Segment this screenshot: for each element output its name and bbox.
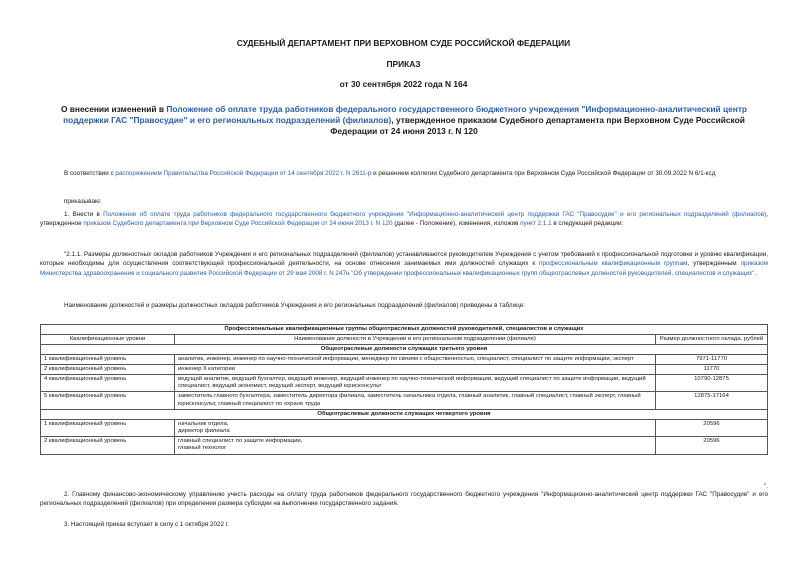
quote-text-start: "2.1.1. Размеры должностных окладов работников Учреждения и его региональных подразделений (филиалов) устанавливаются руководителем Учреждения с учетом требований к профессиональной подготовке и уровню квалификации, которые необходимы для осуществления соответствующей профессиональной деятельности, на основе отнесения занимаемых ими должностей служащих к: [40, 251, 768, 268]
positions-cell: аналитик, инженер, инженер по научно-технической информации, менеджер по связям с общественностью, специалист, специалист по защите информации, эксперт: [175, 355, 656, 365]
positions-cell: инженер II категории: [175, 365, 656, 375]
table-closing-quote: ".: [764, 483, 768, 490]
level-cell: 5 квалификационный уровень: [41, 392, 175, 409]
quote-text-mid: , утвержденным: [687, 260, 741, 268]
title-regulation-link[interactable]: Положение об оплате труда работников федерального государственного бюджетного учреждения "Информационно-аналитический центр поддержки ГАС "Правосудие" и его региональных подразделений (филиалов): [63, 104, 748, 125]
table-intro: Наименование должностей и размеры должностных окладов работников Учреждения и его региональных подразделений (филиалов) приведены в таблице:: [64, 302, 525, 309]
table-row: [41, 392, 768, 409]
table-row: [41, 437, 768, 454]
item-2-paragraph: 2. Главному финансово-экономическому управлению учесть расходы на оплату труда работников федерального государственного бюджетного учреждения "Информационно-аналитический центр поддержки ГАС "Правосудие" и его региональных подразделений (филиалов) при определении размера субсидии на выполнение государственного задания.: [40, 491, 768, 508]
level-cell: 1 квалификационный уровень: [41, 419, 175, 436]
salary-cell: 20596: [656, 419, 768, 436]
position-line: начальник отдела,: [178, 420, 229, 427]
order-120-link[interactable]: приказом Судебного департамента при Верховном Суде Российской Федерации от 24 июня 2013 г. N 120: [83, 220, 393, 228]
document-type: ПРИКАЗ: [386, 59, 421, 69]
quote-text-end: .: [754, 269, 757, 277]
salary-cell: 11770: [656, 365, 768, 375]
preamble-text-end: и решением коллегии Судебного департамента при Верховном Суде Российской Федерации от 30.09.2022 N 6/1-ксд: [371, 170, 716, 177]
positions-cell: заместитель главного бухгалтера, заместитель директора филиала, заместитель начальника отдела, главный аналитик, главный специалист, главный эксперт, главный юрисконсульт, главный специалист по охране труда: [175, 392, 656, 409]
preamble-paragraph: [40, 169, 768, 178]
table-row: [41, 355, 768, 365]
salary-table: [40, 324, 768, 455]
clause-2-1-1-link[interactable]: пункт 2.1.1: [520, 220, 552, 228]
table-caption-row: [41, 325, 768, 335]
level-cell: 2 квалификационный уровень: [41, 437, 175, 454]
positions-cell: [175, 437, 656, 454]
quoted-clause-paragraph: [40, 250, 768, 278]
column-header-salary: Размер должностного оклада, рублей: [656, 335, 768, 345]
position-line: главный технолог: [178, 445, 227, 452]
position-line: главный специалист по защите информации,: [178, 438, 303, 445]
salary-cell: 7971-11770: [656, 355, 768, 365]
ministry-order-link[interactable]: приказом Министерства здравоохранения и социального развития Российской Федерации от 29 мая 2008 г. N 247н "Об утверждении профессиональных квалификационных групп общеотраслевых должностей руководителей, специалистов и служащих": [40, 260, 768, 277]
regulation-link[interactable]: Положение об оплате труда работников федерального государственного бюджетного учреждения "Информационно-аналитический центр поддержки ГАС "Правосудие" и его региональных подразделений (филиалов): [103, 211, 767, 218]
group-row: [41, 409, 768, 419]
positions-cell: ведущий аналитик, ведущий бухгалтер, ведущий инженер, ведущий инженер по научно-технической информации, ведущий специалист по защите информации, ведущий специалист, ведущий экономист, ведущий эксперт, ведущий юрисконсульт: [175, 375, 656, 392]
title-text-start: О внесении изменений в: [60, 104, 167, 114]
department-heading: СУДЕБНЫЙ ДЕПАРТАМЕНТ ПРИ ВЕРХОВНОМ СУДЕ РОССИЙСКОЙ ФЕДЕРАЦИИ: [236, 38, 571, 48]
column-header-level: Квалификационные уровни: [41, 335, 175, 345]
item-1-text-end: в следующей редакции:: [551, 220, 624, 228]
table-row: [41, 419, 768, 436]
group-row: [41, 345, 768, 355]
item-1-text-mid-2: (далее - Положение), изменения, изложив: [392, 220, 521, 228]
order-word: приказываю:: [64, 198, 102, 205]
table-caption: Профессиональные квалификационные группы общеотраслевых должностей руководителей, специалистов и служащих: [41, 325, 768, 335]
salary-cell: 12875-17164: [656, 392, 768, 409]
group-title-third-level: Общеотраслевые должности служащих третьего уровня: [41, 345, 768, 355]
salary-cell: 20596: [656, 437, 768, 454]
table-row: [41, 365, 768, 375]
level-cell: 1 квалификационный уровень: [41, 355, 175, 365]
item-1-text-mid: , утвержденное: [40, 211, 769, 228]
table-header-row: [41, 335, 768, 345]
salary-cell: 10790-12875: [656, 375, 768, 392]
qualification-groups-link[interactable]: профессиональным квалификационным группам: [539, 260, 688, 268]
preamble-text-start: В соответствии с: [64, 170, 116, 177]
group-title-fourth-level: Общеотраслевые должности служащих четвертого уровня: [41, 409, 768, 419]
table-row: [41, 375, 768, 392]
level-cell: 2 квалификационный уровень: [41, 365, 175, 375]
government-order-link[interactable]: распоряжением Правительства Российской Федерации от 14 сентября 2022 г. N 2611-р: [115, 170, 372, 177]
item-1-text-start: 1. Внести в: [64, 211, 104, 218]
level-cell: 4 квалификационный уровень: [41, 375, 175, 392]
column-header-position: Наименование должности в Учреждении и его региональном подразделении (филиале): [175, 335, 656, 345]
positions-cell: [175, 419, 656, 436]
title-text-end: , утвержденное приказом Судебного департамента при Верховном Суде Российской Федерации от 24 июня 2013 г. N 120: [330, 115, 745, 136]
document-date-number: от 30 сентября 2022 года N 164: [339, 79, 468, 89]
document-title: [40, 104, 768, 137]
item-1-paragraph: [40, 210, 768, 229]
position-line: директор филиала: [178, 428, 230, 435]
item-3-paragraph: 3. Настоящий приказ вступает в силу с 1 октября 2022 г.: [64, 521, 229, 528]
